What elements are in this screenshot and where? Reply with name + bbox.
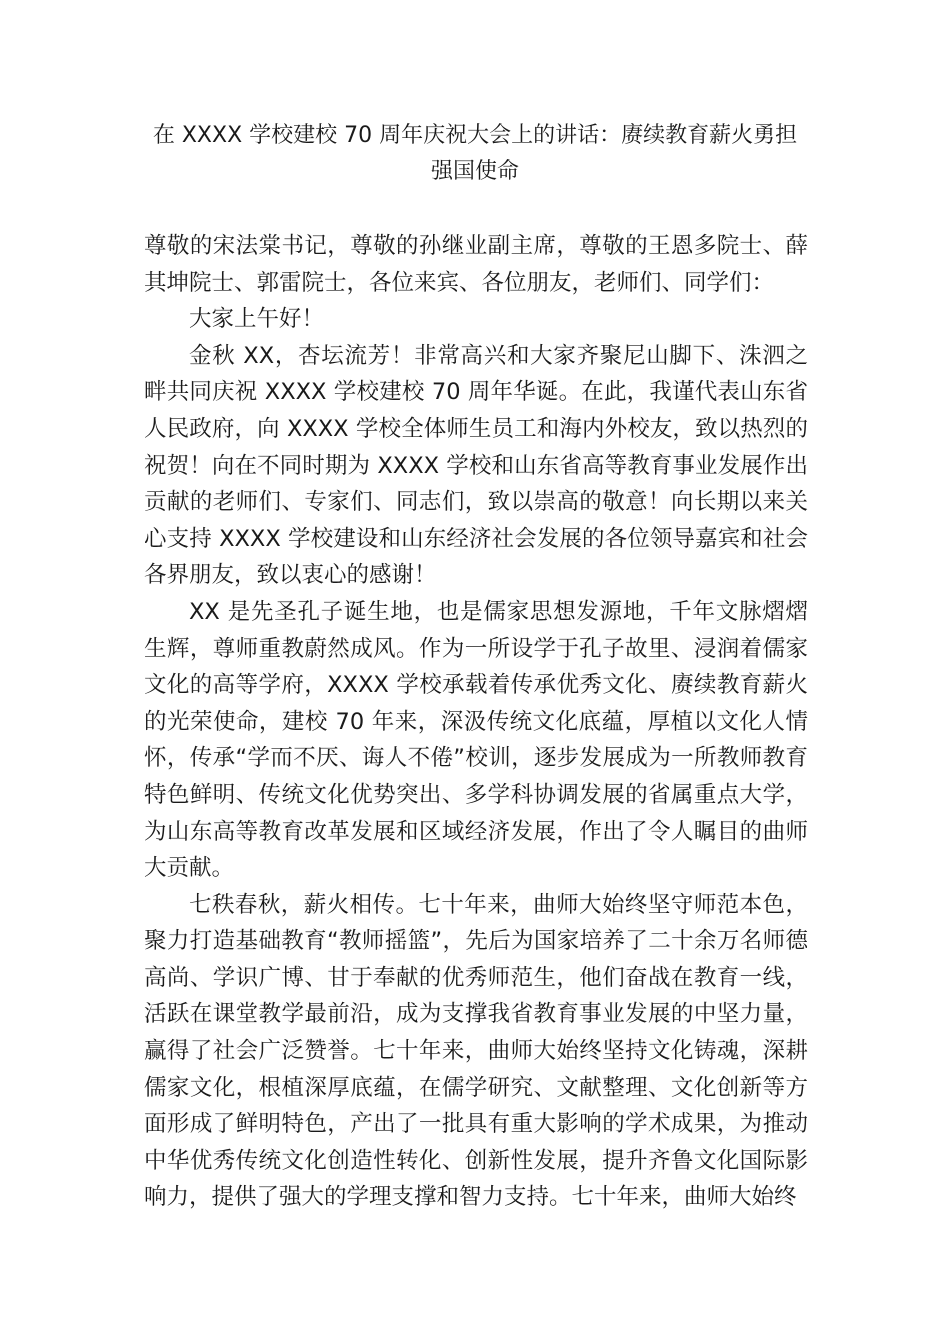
document-body bbox=[144, 228, 808, 1216]
title-line-1: 在 XXXX 学校建校 70 周年庆祝大会上的讲话：赓续教育薪火勇担 bbox=[152, 123, 798, 148]
document-title bbox=[120, 118, 830, 190]
body-paragraph: 金秋 XX，杏坛流芳！非常高兴和大家齐聚尼山脚下、洙泗之畔共同庆祝 XXXX 学校建校 70 周年华诞。在此，我谨代表山东省人民政府，向 XXXX 学校全体师生员工和海内外校友，致以热烈的祝贺！向在不同时期为 XXXX 学校和山东省高等教育事业发展作出贡献的老师们、专家们、同志们，致以崇高的敬意！向长期以来关心支持 XXXX 学校建设和山东经济社会发展的各位领导嘉宾和社会各界朋友，致以衷心的感谢！ bbox=[144, 342, 808, 589]
salutation-paragraph: 尊敬的宋法棠书记，尊敬的孙继业副主席，尊敬的王恩多院士、薛其坤院士、郭雷院士，各位来宾、各位朋友，老师们、同学们： bbox=[144, 233, 808, 296]
greeting-paragraph: 大家上午好！ bbox=[189, 306, 325, 333]
body-paragraph: 七秩春秋，薪火相传。七十年来，曲师大始终坚守师范本色，聚力打造基础教育“教师摇篮”，先后为国家培养了二十余万名师德高尚、学识广博、甘于奉献的优秀师范生，他们奋战在教育一线，活跃在课堂教学最前沿，成为支撑我省教育事业发展的中坚力量，赢得了社会广泛赞誉。七十年来，曲师大始终坚持文化铸魂，深耕儒家文化，根植深厚底蕴，在儒学研究、文献整理、文化创新等方面形成了鲜明特色，产出了一批具有重大影响的学术成果，为推动中华优秀传统文化创造性转化、创新性发展，提升齐鲁文化国际影响力，提供了强大的学理支撑和智力支持。七十年来，曲师大始终 bbox=[144, 891, 808, 1211]
title-line-2: 强国使命 bbox=[430, 159, 519, 184]
body-paragraph: XX 是先圣孔子诞生地，也是儒家思想发源地，千年文脉熠熠生辉，尊师重教蔚然成风。作为一所设学于孔子故里、浸润着儒家文化的高等学府，XXXX 学校承载着传承优秀文化、赓续教育薪火的光荣使命，建校 70 年来，深汲传统文化底蕴，厚植以文化人情怀，传承“学而不厌、诲人不倦”校训，逐步发展成为一所教师教育特色鲜明、传统文化优势突出、多学科协调发展的省属重点大学，为山东高等教育改革发展和区域经济发展，作出了令人瞩目的曲师大贡献。 bbox=[144, 598, 808, 882]
